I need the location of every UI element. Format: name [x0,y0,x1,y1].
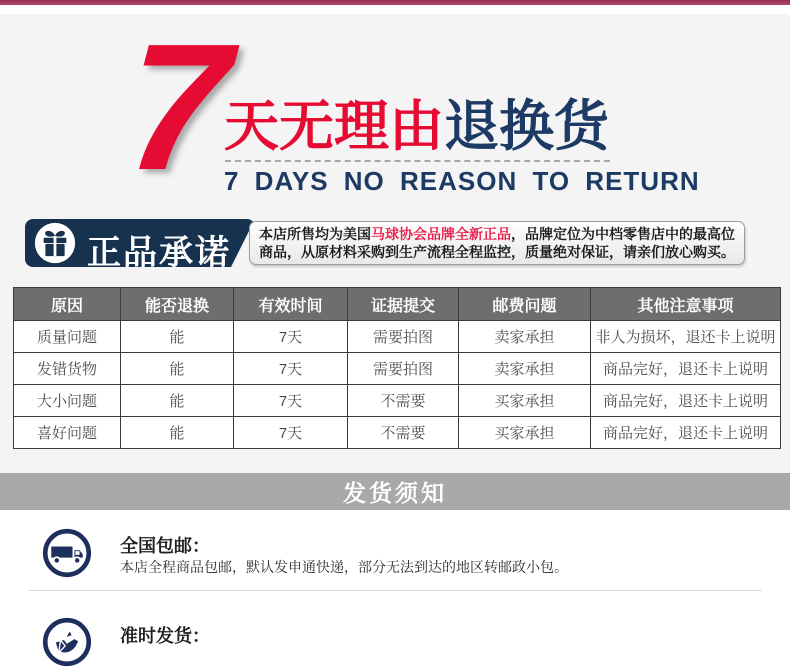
table-cell: 不需要 [348,385,459,417]
table-cell: 卖家承担 [459,321,591,353]
table-header-row [14,288,781,321]
table-cell: 商品完好，退还卡上说明 [591,353,781,385]
table-cell: 不需要 [348,417,459,449]
column-header: 能否退换 [121,288,234,321]
shipping-notice-banner [0,473,790,510]
table-cell: 商品完好，退还卡上说明 [591,417,781,449]
truck-icon [42,528,92,578]
table-cell: 能 [121,417,234,449]
table-cell: 买家承担 [459,385,591,417]
table-cell: 需要拍图 [348,321,459,353]
table-row [14,417,781,449]
promise-text-suffix: ，品牌定位为中档零售店中的最高位商品，从原材料采购到生产流程全程监控，质量绝对保证，请亲们放心购买。 [259,226,735,260]
column-header: 邮费问题 [459,288,591,321]
table-cell: 能 [121,321,234,353]
table-cell: 能 [121,385,234,417]
table-row [14,353,781,385]
authenticity-badge [25,219,255,272]
table-cell: 需要拍图 [348,353,459,385]
column-header: 有效时间 [234,288,348,321]
table-cell: 喜好问题 [14,417,121,449]
promise-text-prefix: 本店所售均为美国 [259,226,371,242]
table-row [14,321,781,353]
headline-red-part: 天无理由 [224,95,445,157]
table-cell: 7天 [234,321,348,353]
return-policy-headline [224,95,610,157]
shipping-banner-title: 发货须知 [343,480,447,506]
table-body [14,321,781,449]
table-cell: 7天 [234,417,348,449]
page-top-accent-bar [0,0,790,5]
big-seven-numeral: 7 [121,7,236,208]
promise-text-highlight: 马球协会品牌全新正品 [371,226,511,242]
table-cell: 质量问题 [14,321,121,353]
ontime-shipping-title: 准时发货： [120,626,210,646]
table-cell: 大小问题 [14,385,121,417]
table-cell: 卖家承担 [459,353,591,385]
table-cell: 买家承担 [459,417,591,449]
free-shipping-description: 本店全程商品包邮，默认发申通快递，部分无法到达的地区转邮政小包。 [120,559,568,575]
dove-icon [42,617,92,667]
headline-navy-part: 退换货 [444,95,610,157]
table-cell: 商品完好，退还卡上说明 [591,385,781,417]
shipping-items-divider [28,590,762,591]
header-row [14,288,781,321]
english-subtitle: 7 DAYS NO REASON TO RETURN [224,166,700,196]
dashed-separator [225,160,610,162]
column-header: 证据提交 [348,288,459,321]
badge-label: 正品承诺 [87,234,231,272]
table-cell: 能 [121,353,234,385]
promise-text-box [249,221,745,265]
gift-icon [34,222,76,264]
table-cell: 非人为损坏，退还卡上说明 [591,321,781,353]
column-header: 其他注意事项 [591,288,781,321]
column-header: 原因 [14,288,121,321]
return-policy-table [13,287,781,449]
table-cell: 7天 [234,353,348,385]
table-cell: 7天 [234,385,348,417]
table-cell: 发错货物 [14,353,121,385]
table-row [14,385,781,417]
free-shipping-title: 全国包邮： [120,536,210,556]
